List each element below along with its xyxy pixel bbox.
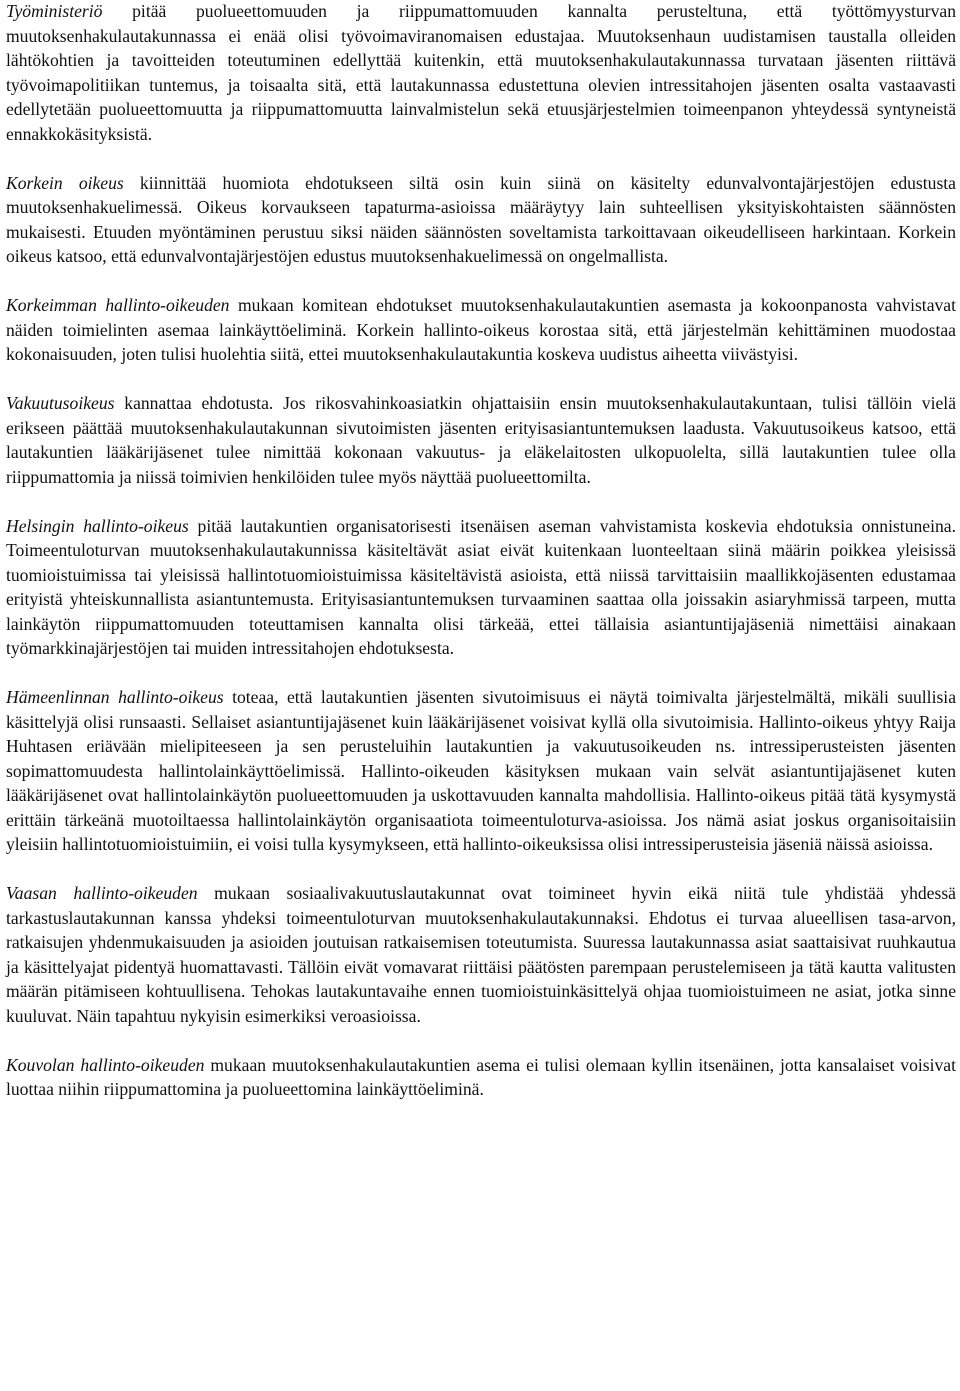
organization-name: Helsingin hallinto-oikeus xyxy=(6,515,189,536)
paragraph-text: toteaa, että lautakuntien jäsenten sivutoimisuus ei näytä toimivalta järjestelmältä, mikäli suullisia käsittelyjä olisi runsaasti. Sellaiset asiantuntijajäsenet kuin lääkärijäsenet voisivat kyllä olla sivutoimisia. Hallinto-oikeus yhtyy Raija Huhtasen eriävään mielipiteeseen ja sen perusteluihin lautakuntien ja vakuutusoikeuden ns. intressiperusteisten jäsenten sopimattomuudesta hallintolainkäyttöelimissä. Hallinto-oikeuden käsityksen mukaan vain selvät asiantuntijajäsenet kuten lääkärijäsenet ovat hallintolainkäytön puolueettomuuden ja uskottavuuden kannalta mahdollisia. Hallinto-oikeus pitää tätä kysymystä erittäin tärkeänä muotoiltaessa hallintolainkäytön organisaatiota toimeentuloturva-asioissa. Jos nämä asiat joskus organisoitaisiin yleisiin hallintotuomioistuimiin, ei voisi tulla kysymykseen, että hallinto-oikeuksissa olisi intressiperusteisia jäseniä näissä asioissa. xyxy=(6,687,957,854)
paragraph-vaasan-hallinto-oikeus xyxy=(6,881,956,1028)
paragraph-kouvolan-hallinto-oikeus xyxy=(6,1053,956,1102)
organization-name: Korkeimman hallinto-oikeuden xyxy=(6,295,230,315)
organization-name: Vaasan hallinto-oikeuden xyxy=(6,883,198,903)
paragraph-vakuutusoikeus xyxy=(6,391,956,489)
paragraph-korkein-oikeus xyxy=(6,171,956,269)
paragraph-text: mukaan komitean ehdotukset muutoksenhakulautakuntien asemasta ja kokoonpanosta vahvistavat näiden toimielinten asemaa lainkäyttöeliminä. Korkein hallinto-oikeus korostaa sitä, että järjestelmän kehittäminen muodostaa kokonaisuuden, joten tulisi huolehtia siitä, ettei muutoksenhakulautakuntia koskeva uudistus aiheetta viivästyisi. xyxy=(6,295,956,364)
organization-name: Kouvolan hallinto-oikeuden xyxy=(6,1054,205,1075)
paragraph-korkein-hallinto-oikeus xyxy=(6,293,956,367)
organization-name: Vakuutusoikeus xyxy=(6,393,115,413)
paragraph-text: pitää puolueettomuuden ja riippumattomuuden kannalta perusteltuna, että työttömyysturvan muutoksenhakulautakunnassa ei enää olisi työvoimaviranomaisen edustajaa. Muutoksenhaun uudistamisen taustalla olleiden lähtökohtien ja tavoitteiden toteutuminen edellyttää kuitenkin, että muutoksenhakulautakunnassa turvataan jäsenten riittävä työvoimapolitiikan tuntemus, ja toisaalta sitä, että lautakunnassa edustettuna olevien intressitahojen jäsenten osalta vastaavasti edellytetään puolueettomuutta ja riippumattomuutta lainvalmistelun sekä etuusjärjestelmien toimeenpanon yhteydessä syntyneistä ennakkokäsityksistä. xyxy=(6,1,956,144)
paragraph-text: kannattaa ehdotusta. Jos rikosvahinkoasiatkin ohjattaisiin ensin muutoksenhakulautakuntaan, tulisi tällöin vielä erikseen päättää muutoksenhakulautakunnan sivutoimisten jäsenten erityisasiantuntemuksen laadusta. Vakuutusoikeus katsoo, että lautakuntien lääkärijäsenet tulee nimittää kokonaan vakuutus- ja eläkelaitosten ulkopuolelta, sillä lautakuntien tulee olla riippumattomia ja niissä toimivien henkilöiden tulee myös näyttää puolueettomilta. xyxy=(6,393,956,487)
paragraph-text: mukaan sosiaalivakuutuslautakunnat ovat toimineet hyvin eikä niitä tule yhdistää yhdessä tarkastuslautakunnan kanssa yhdeksi toimeentuloturvan muutoksenhakulautakunnaksi. Ehdotus ei turvaa alueellisen tasa-arvon, ratkaisujen yhdenmukaisuuden ja asioiden joutuisan ratkaisemisen toteutumista. Suuressa lautakunnassa asiat saattaisivat ruuhkautua ja käsittelyajat pidentyä huomattavasti. Tällöin eivät vomavarat riittäisi päätösten parempaan perustelemiseen ja tätä kautta valitusten määrän pitämiseen kohtuullisena. Tehokas lautakuntavaihe ennen tuomioistuinkäsittelyä ohjaa tuomioistuimeen ne asiat, jotka sinne kuuluvat. Näin tapahtuu nykyisin esimerkiksi veroasioissa. xyxy=(6,883,956,1026)
document-page xyxy=(6,0,956,1126)
paragraph-helsingin-hallinto-oikeus xyxy=(6,514,956,661)
organization-name: Työministeriö xyxy=(6,1,103,21)
paragraph-text: pitää lautakuntien organisatorisesti itsenäisen aseman vahvistamista koskevia ehdotuksia onnistuneina. Toimeentuloturvan muutoksenhakulautakunnissa käsiteltävät asiat eivät kuitenkaan luonteeltaan siinä määrin poikkea yleisissä tuomioistuimissa tai yleisissä hallintotuomioistuimissa käsiteltävistä asioista, että niissä tarvittaisiin maallikkojäsenten edustamaa erityistä yhteiskunnallista asiantuntemusta. Erityisasiantuntemuksen turvaaminen saattaa olla joissakin asiaryhmissä tarpeen, mutta lainkäytön riippumattomuuden toteuttamisen kannalta olisi tärkeää, ettei tällaisia asiantuntijajäseniä nimettäisi ainakaan työmarkkinajärjestöjen tai muiden intressitahojen ehdotuksesta. xyxy=(6,515,956,658)
paragraph-text: kiinnittää huomiota ehdotukseen siltä osin kuin siinä on käsitelty edunvalvontajärjestöjen edustusta muutoksenhakuelimessä. Oikeus korvaukseen tapaturma-asioissa määräytyy lain suhteellisen yksityiskohtaisten säännösten mukaisesti. Etuuden myöntäminen perustuu siksi näiden säännösten soveltamista tarkoittavaan oikeudelliseen harkintaan. Korkein oikeus katsoo, että edunvalvontajärjestöjen edustus muutoksenhakuelimessä on ongelmallista. xyxy=(6,172,956,266)
paragraph-hameenlinnan-hallinto-oikeus xyxy=(6,685,956,857)
organization-name: Korkein oikeus xyxy=(6,172,124,193)
paragraph-tyoministerio xyxy=(6,0,956,146)
organization-name: Hämeenlinnan hallinto-oikeus xyxy=(6,687,224,707)
paragraph-text: mukaan muutoksenhakulautakuntien asema ei tulisi olemaan kyllin itsenäinen, jotta kansalaiset voisivat luottaa niihin riippumattomina ja puolueettomina lainkäyttöeliminä. xyxy=(6,1054,956,1099)
